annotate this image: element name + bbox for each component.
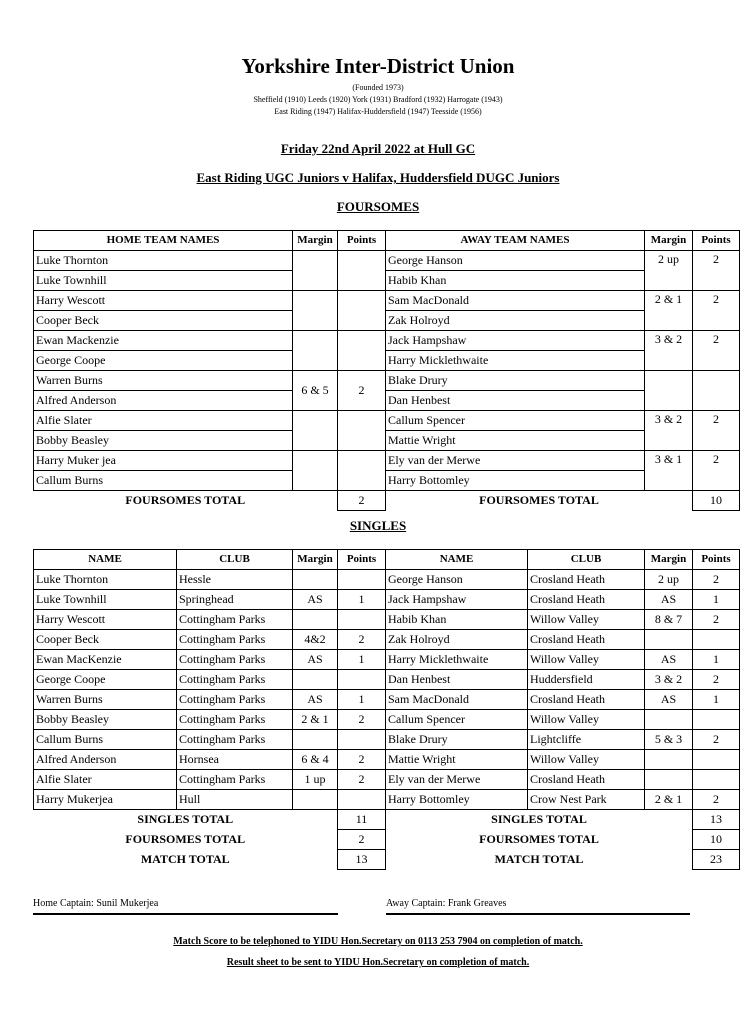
home-margin (293, 730, 338, 750)
away-points: 1 (693, 650, 740, 670)
foursomes-row (34, 331, 740, 351)
home-player: Ewan Mackenzie (34, 331, 293, 351)
col-margin: Margin (645, 550, 693, 570)
fixture-title: East Riding UGC Juniors v Halifax, Huddersfield DUGC Juniors (196, 170, 560, 185)
home-club: Hessle (177, 570, 293, 590)
away-player: Habib Khan (386, 610, 528, 630)
away-player: Blake Drury (386, 730, 528, 750)
away-player: Jack Hampshaw (386, 331, 645, 351)
home-club: Cottingham Parks (177, 650, 293, 670)
home-club: Cottingham Parks (177, 710, 293, 730)
singles-row (34, 670, 740, 690)
singles-row (34, 610, 740, 630)
home-club: Hull (177, 790, 293, 810)
away-player: Ely van der Merwe (386, 451, 645, 471)
home-player: Luke Thornton (34, 570, 177, 590)
col-points: Points (338, 231, 386, 251)
away-player: Sam MacDonald (386, 291, 645, 311)
away-player: Jack Hampshaw (386, 590, 528, 610)
page-title: Yorkshire Inter-District Union (241, 54, 515, 78)
away-margin (645, 710, 693, 730)
away-player: Callum Spencer (386, 411, 645, 431)
foursomes-row (34, 311, 740, 331)
away-foursomes-total: 10 (693, 491, 740, 511)
away-club: Willow Valley (528, 750, 645, 770)
home-player: Alfred Anderson (34, 750, 177, 770)
home-points (338, 790, 386, 810)
footer-telephone-note: Match Score to be telephoned to YIDU Hon.Secretary on 0113 253 7904 on completion of match. (173, 936, 583, 947)
singles-row (34, 630, 740, 650)
away-margin: AS (645, 590, 693, 610)
home-points (338, 610, 386, 630)
home-total-value: 13 (338, 850, 386, 870)
away-player: Mattie Wright (386, 431, 645, 451)
away-club: Crosland Heath (528, 630, 645, 650)
home-points: 1 (338, 590, 386, 610)
foursomes-row (34, 471, 740, 491)
home-player: Harry Wescott (34, 610, 177, 630)
home-player: Warren Burns (34, 371, 293, 391)
singles-row (34, 770, 740, 790)
home-player: Luke Townhill (34, 590, 177, 610)
home-player: George Coope (34, 670, 177, 690)
away-club: Crosland Heath (528, 690, 645, 710)
districts-line-1: Sheffield (1910) Leeds (1920) York (1931) Bradford (1932) Harrogate (1943) (253, 95, 503, 104)
away-margin: 3 & 1 (645, 451, 693, 491)
home-points: 1 (338, 650, 386, 670)
col-away-team-names: AWAY TEAM NAMES (386, 231, 645, 251)
away-points (693, 710, 740, 730)
home-margin: 1 up (293, 770, 338, 790)
away-total-value: 13 (693, 810, 740, 830)
col-name: NAME (386, 550, 528, 570)
foursomes-row (34, 451, 740, 471)
away-foursomes-total-label: FOURSOMES TOTAL (479, 493, 599, 508)
home-club: Cottingham Parks (177, 730, 293, 750)
away-player: Harry Bottomley (386, 471, 645, 491)
home-player: Bobby Beasley (34, 431, 293, 451)
away-player: Ely van der Merwe (386, 770, 528, 790)
home-player: Cooper Beck (34, 311, 293, 331)
away-player: George Hanson (386, 570, 528, 590)
home-total-value: 11 (338, 810, 386, 830)
away-player: Callum Spencer (386, 710, 528, 730)
home-margin (293, 570, 338, 590)
away-player: George Hanson (386, 251, 645, 271)
away-player: Zak Holroyd (386, 311, 645, 331)
singles-row (34, 790, 740, 810)
singles-row (34, 650, 740, 670)
home-margin (293, 670, 338, 690)
singles-row (34, 750, 740, 770)
home-points: 1 (338, 690, 386, 710)
singles-row (34, 590, 740, 610)
away-margin: 3 & 2 (645, 411, 693, 451)
away-club: Willow Valley (528, 650, 645, 670)
home-club: Hornsea (177, 750, 293, 770)
home-points (338, 251, 386, 291)
away-margin (645, 371, 693, 411)
singles-total-row (34, 830, 740, 850)
home-player: Ewan MacKenzie (34, 650, 177, 670)
home-margin: 6 & 5 (293, 371, 338, 411)
col-club: CLUB (177, 550, 293, 570)
singles-row (34, 730, 740, 750)
col-points: Points (693, 231, 740, 251)
away-player: Habib Khan (386, 271, 645, 291)
away-points (693, 770, 740, 790)
away-player: Harry Micklethwaite (386, 351, 645, 371)
home-points: 2 (338, 770, 386, 790)
away-points (693, 750, 740, 770)
home-margin (293, 251, 338, 291)
singles-total-row (34, 810, 740, 830)
col-name: NAME (34, 550, 177, 570)
home-player: Alfie Slater (34, 411, 293, 431)
date-venue: Friday 22nd April 2022 at Hull GC (280, 141, 476, 156)
singles-row (34, 570, 740, 590)
home-points (338, 570, 386, 590)
home-points: 2 (338, 750, 386, 770)
singles-total-row (34, 850, 740, 870)
away-margin: 2 & 1 (645, 790, 693, 810)
away-club: Lightcliffe (528, 730, 645, 750)
away-player: Zak Holroyd (386, 630, 528, 650)
home-margin (293, 451, 338, 491)
home-club: Cottingham Parks (177, 670, 293, 690)
away-points: 2 (693, 670, 740, 690)
home-margin (293, 610, 338, 630)
col-margin: Margin (645, 231, 693, 251)
home-margin: 4&2 (293, 630, 338, 650)
away-total-label: FOURSOMES TOTAL (479, 832, 599, 846)
home-margin: 2 & 1 (293, 710, 338, 730)
away-margin: 2 up (645, 251, 693, 291)
home-points (338, 291, 386, 331)
home-foursomes-total-label: FOURSOMES TOTAL (125, 493, 246, 508)
home-player: Callum Burns (34, 730, 177, 750)
foursomes-row (34, 271, 740, 291)
home-points (338, 451, 386, 491)
home-margin: 6 & 4 (293, 750, 338, 770)
away-points: 2 (693, 451, 740, 491)
home-margin (293, 291, 338, 331)
away-points: 2 (693, 291, 740, 331)
footer-result-sheet-note: Result sheet to be sent to YIDU Hon.Secretary on completion of match. (226, 957, 530, 968)
away-player: Mattie Wright (386, 750, 528, 770)
foursomes-row (34, 431, 740, 451)
home-player: George Coope (34, 351, 293, 371)
away-player: Dan Henbest (386, 391, 645, 411)
home-player: Harry Mukerjea (34, 790, 177, 810)
away-margin (645, 770, 693, 790)
foursomes-row (34, 351, 740, 371)
home-club: Cottingham Parks (177, 770, 293, 790)
col-points: Points (338, 550, 386, 570)
home-total-value: 2 (338, 830, 386, 850)
col-points: Points (693, 550, 740, 570)
away-points: 2 (693, 730, 740, 750)
home-margin: AS (293, 690, 338, 710)
away-player: Harry Micklethwaite (386, 650, 528, 670)
home-margin (293, 790, 338, 810)
away-club: Crosland Heath (528, 570, 645, 590)
away-total-label: SINGLES TOTAL (491, 812, 587, 827)
singles-heading: SINGLES (349, 518, 407, 533)
col-margin: Margin (293, 231, 338, 251)
away-total-value: 10 (693, 830, 740, 850)
away-club: Huddersfield (528, 670, 645, 690)
away-margin: 2 up (645, 570, 693, 590)
away-points (693, 371, 740, 411)
home-club: Cottingham Parks (177, 630, 293, 650)
home-points (338, 730, 386, 750)
singles-row (34, 710, 740, 730)
home-points (338, 670, 386, 690)
home-margin: AS (293, 590, 338, 610)
away-club: Willow Valley (528, 710, 645, 730)
away-player: Dan Henbest (386, 670, 528, 690)
home-player: Callum Burns (34, 471, 293, 491)
foursomes-row (34, 391, 740, 411)
away-margin (645, 750, 693, 770)
away-margin (645, 630, 693, 650)
home-total-label: MATCH TOTAL (140, 852, 230, 866)
away-club: Crosland Heath (528, 770, 645, 790)
col-home-team-names: HOME TEAM NAMES (34, 231, 293, 251)
away-margin: 2 & 1 (645, 291, 693, 331)
foursomes-row (34, 371, 740, 391)
away-player: Harry Bottomley (386, 790, 528, 810)
home-points: 2 (338, 371, 386, 411)
home-club: Springhead (177, 590, 293, 610)
foursomes-row (34, 291, 740, 311)
away-margin: AS (645, 650, 693, 670)
foursomes-row (34, 251, 740, 271)
home-margin (293, 411, 338, 451)
away-margin: AS (645, 690, 693, 710)
home-player: Warren Burns (34, 690, 177, 710)
singles-row (34, 690, 740, 710)
home-player: Luke Thornton (34, 251, 293, 271)
away-margin: 5 & 3 (645, 730, 693, 750)
home-points: 2 (338, 710, 386, 730)
home-points: 2 (338, 630, 386, 650)
away-total-value: 23 (693, 850, 740, 870)
home-player: Cooper Beck (34, 630, 177, 650)
home-player: Luke Townhill (34, 271, 293, 291)
away-margin: 3 & 2 (645, 670, 693, 690)
home-player: Harry Muker jea (34, 451, 293, 471)
home-margin: AS (293, 650, 338, 670)
away-player: Blake Drury (386, 371, 645, 391)
away-points: 2 (693, 331, 740, 371)
home-captain: Home Captain: Sunil Mukerjea (33, 898, 338, 915)
foursomes-heading: FOURSOMES (336, 199, 420, 214)
home-player: Bobby Beasley (34, 710, 177, 730)
away-margin: 3 & 2 (645, 331, 693, 371)
home-club: Cottingham Parks (177, 610, 293, 630)
away-club: Crow Nest Park (528, 790, 645, 810)
home-points (338, 331, 386, 371)
away-points: 2 (693, 790, 740, 810)
col-margin: Margin (293, 550, 338, 570)
away-total-label: MATCH TOTAL (494, 852, 584, 866)
away-margin: 8 & 7 (645, 610, 693, 630)
home-player: Alfie Slater (34, 770, 177, 790)
foursomes-row (34, 411, 740, 431)
away-points (693, 630, 740, 650)
away-captain: Away Captain: Frank Greaves (386, 898, 690, 915)
away-club: Willow Valley (528, 610, 645, 630)
foursomes-table (33, 230, 740, 511)
col-club: CLUB (528, 550, 645, 570)
away-player: Sam MacDonald (386, 690, 528, 710)
districts-line-2: East Riding (1947) Halifax-Huddersfield (1947) Teesside (1956) (274, 107, 482, 116)
home-foursomes-total: 2 (338, 491, 386, 511)
away-points: 1 (693, 690, 740, 710)
away-points: 2 (693, 610, 740, 630)
home-total-label: FOURSOMES TOTAL (125, 832, 246, 846)
home-total-label: SINGLES TOTAL (137, 812, 234, 827)
home-club: Cottingham Parks (177, 690, 293, 710)
away-points: 2 (693, 251, 740, 291)
home-player: Harry Wescott (34, 291, 293, 311)
away-points: 2 (693, 570, 740, 590)
home-player: Alfred Anderson (34, 391, 293, 411)
foursomes-total-row (34, 491, 740, 511)
singles-table (33, 549, 740, 870)
home-margin (293, 331, 338, 371)
away-club: Crosland Heath (528, 590, 645, 610)
away-points: 2 (693, 411, 740, 451)
founded-note: (Founded 1973) (352, 83, 404, 92)
away-points: 1 (693, 590, 740, 610)
home-points (338, 411, 386, 451)
